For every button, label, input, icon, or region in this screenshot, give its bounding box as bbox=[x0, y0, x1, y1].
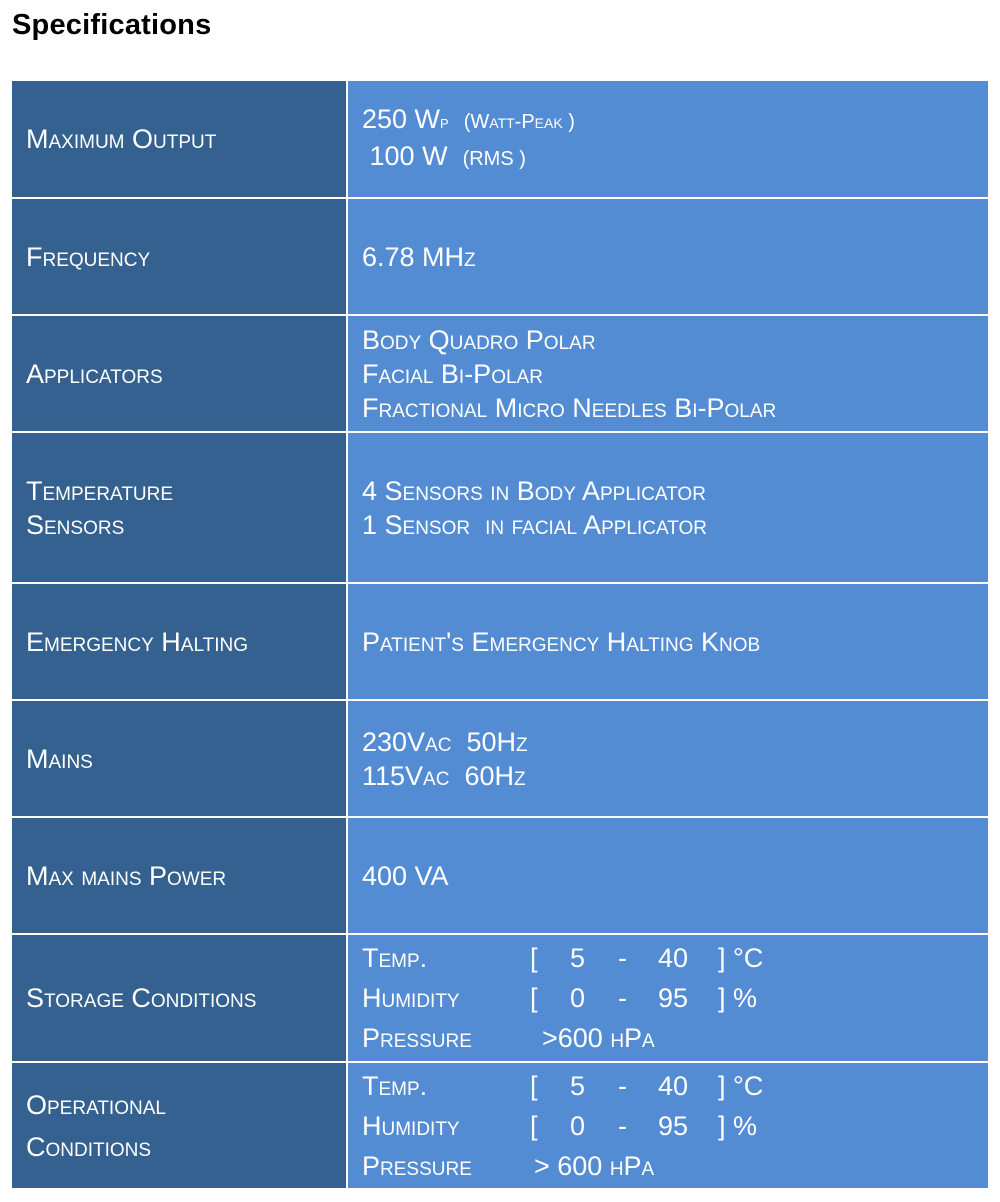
operational-ranges bbox=[362, 1066, 988, 1146]
storage-temp-min: 5 bbox=[570, 943, 586, 973]
applicator-item: Body Quadro Polar bbox=[362, 324, 596, 355]
spec-row-applicators bbox=[12, 315, 988, 432]
operational-temp-dash: - bbox=[618, 1070, 627, 1101]
storage-temp-open: [ bbox=[530, 943, 538, 973]
operational-label-line2: Conditions bbox=[26, 1131, 152, 1162]
spec-label-temperature-sensors bbox=[12, 432, 347, 583]
operational-humidity-open: [ bbox=[530, 1110, 538, 1141]
storage-ranges bbox=[362, 938, 988, 1018]
storage-pressure bbox=[362, 1018, 988, 1058]
max-output-rms-line bbox=[362, 139, 988, 176]
spec-value-frequency: 6.78 MHz bbox=[347, 198, 988, 315]
spec-row-temperature-sensors bbox=[12, 432, 988, 583]
storage-temp-max: 40 bbox=[658, 943, 689, 973]
operational-humidity-min: 0 bbox=[570, 1110, 586, 1141]
applicator-item: Facial Bi-Polar bbox=[362, 358, 543, 389]
spec-value-emergency-halting: Patient's Emergency Halting Knob bbox=[347, 583, 988, 700]
sensor-item: 1 Sensor in facial Applicator bbox=[362, 509, 708, 540]
operational-temp-max: 40 bbox=[658, 1070, 689, 1101]
operational-pressure-value: > 600 hPa bbox=[534, 1150, 655, 1181]
spec-row-emergency-halting bbox=[12, 583, 988, 700]
max-output-rms-note: (RMS ) bbox=[462, 148, 526, 170]
spec-label-max-output: Maximum Output bbox=[12, 81, 347, 198]
spec-label-mains: Mains bbox=[12, 700, 347, 817]
applicator-item: Fractional Micro Needles Bi-Polar bbox=[362, 392, 777, 423]
temperature-sensors-label-line1: Temperature bbox=[26, 475, 174, 506]
spec-row-max-mains-power bbox=[12, 817, 988, 934]
storage-humidity-max: 95 bbox=[658, 983, 689, 1013]
spec-value-operational-conditions bbox=[347, 1062, 988, 1188]
operational-temp-unit: ] °C bbox=[718, 1070, 764, 1101]
mains-item: 115Vac 60Hz bbox=[362, 760, 526, 791]
temperature-sensors-label-line2: Sensors bbox=[26, 509, 125, 540]
operational-temp-min: 5 bbox=[570, 1070, 586, 1101]
spec-value-storage-conditions bbox=[347, 934, 988, 1062]
operational-pressure bbox=[362, 1146, 988, 1186]
spec-value-temperature-sensors bbox=[347, 432, 988, 583]
operational-humidity-max: 95 bbox=[658, 1110, 689, 1141]
spec-row-mains bbox=[12, 700, 988, 817]
sensor-item: 4 Sensors in Body Applicator bbox=[362, 475, 706, 506]
operational-humidity-name: Humidity bbox=[362, 1110, 460, 1141]
operational-humidity-dash: - bbox=[618, 1110, 627, 1141]
storage-humidity-unit: ] % bbox=[718, 983, 758, 1013]
storage-temp-name: Temp. bbox=[362, 943, 428, 973]
storage-humidity-dash: - bbox=[618, 983, 627, 1013]
spec-value-max-mains-power: 400 VA bbox=[347, 817, 988, 934]
operational-label-line1: Operational bbox=[26, 1089, 166, 1120]
spec-row-storage-conditions bbox=[12, 934, 988, 1062]
spec-label-applicators: Applicators bbox=[12, 315, 347, 432]
spec-row-max-output bbox=[12, 81, 988, 198]
storage-temp-dash: - bbox=[618, 943, 627, 973]
mains-item: 230Vac 50Hz bbox=[362, 726, 528, 757]
spec-label-frequency: Frequency bbox=[12, 198, 347, 315]
storage-temp-unit: ] °C bbox=[718, 943, 764, 973]
max-output-peak-line bbox=[362, 102, 988, 139]
specifications-table bbox=[12, 81, 988, 1188]
spec-label-operational-conditions bbox=[12, 1062, 347, 1188]
storage-humidity-min: 0 bbox=[570, 983, 586, 1013]
spec-value-max-output bbox=[347, 81, 988, 198]
storage-humidity-open: [ bbox=[530, 983, 538, 1013]
operational-temp-open: [ bbox=[530, 1070, 538, 1101]
spec-label-emergency-halting: Emergency Halting bbox=[12, 583, 347, 700]
storage-pressure-name: Pressure bbox=[362, 1023, 472, 1053]
operational-humidity-unit: ] % bbox=[718, 1110, 758, 1141]
storage-pressure-value: >600 hPa bbox=[542, 1023, 655, 1053]
operational-temp-name: Temp. bbox=[362, 1070, 428, 1101]
operational-pressure-name: Pressure bbox=[362, 1150, 472, 1181]
spec-value-mains bbox=[347, 700, 988, 817]
max-output-peak-sub: p bbox=[440, 112, 449, 132]
page-title: Specifications bbox=[12, 9, 212, 41]
spec-row-operational-conditions bbox=[12, 1062, 988, 1188]
spec-label-max-mains-power: Max mains Power bbox=[12, 817, 347, 934]
spec-value-applicators bbox=[347, 315, 988, 432]
max-output-rms-value: 100 W bbox=[369, 141, 448, 171]
max-output-peak-note: (Watt-Peak ) bbox=[463, 111, 575, 133]
spec-row-frequency bbox=[12, 198, 988, 315]
max-output-peak-value: 250 W bbox=[362, 104, 441, 134]
storage-humidity-name: Humidity bbox=[362, 983, 460, 1013]
spec-label-storage-conditions: Storage Conditions bbox=[12, 934, 347, 1062]
